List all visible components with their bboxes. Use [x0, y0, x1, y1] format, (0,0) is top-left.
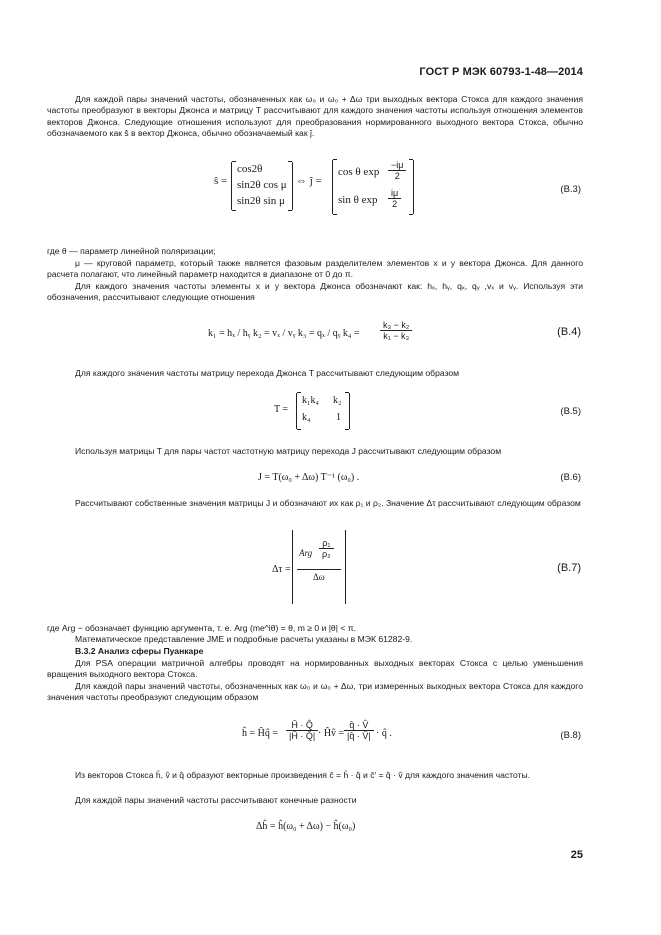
section-heading: В.3.2 Анализ сферы Пуанкаре [75, 646, 204, 656]
paragraph-intro: Для каждой пары значений частоты, обозначенных как ω₀ и ω₀ + Δω три выходных вектора Стокса для каждого значения частоты преобразуют в векторы Джонса и матрицу T рассчитывают для каждого значения частоты используя отношения элементов векторов Джонса. Следующие отношения используют для преобразования нормированного выходного вектора Стокса, обычно обозначаемого как ŝ в вектор Джонса, обычно обозначаемый как ĵ. [47, 94, 583, 138]
eq-b5-lhs: T = [274, 404, 289, 415]
eq-b8-tail: · q̂ . [376, 728, 392, 739]
eq-b5-a: k₁k₄ [302, 395, 319, 406]
eq-b3-lhs: ŝ = [214, 175, 228, 187]
eq-b4-label: (В.4) [557, 326, 581, 338]
eq-b3-j2: sin θ exp [338, 194, 378, 206]
paragraph-matrix-j: Используя матрицы T для пары частот частотную матрицу перехода J рассчитывают следующим образом [75, 446, 502, 456]
eq-b7-arg: Arg [299, 548, 313, 558]
eq-b5-c: k₄ [302, 412, 311, 423]
eq-b3-j2-frac: $\frac{i\mu}{2}$ [388, 188, 401, 209]
eq-b6-expr: J = T(ω₀ + Δω) T⁻¹ (ω₀) . [258, 472, 360, 483]
eq-b7-fraction-line [297, 569, 341, 570]
eq-b7-label: (В.7) [557, 562, 581, 574]
eq-b8-mid: · Ĥv̂ = [318, 728, 345, 739]
eq-b5-d: 1 [336, 412, 341, 423]
eq-b3-s1: cos2θ [237, 163, 263, 175]
paragraph-psa: Для PSA операции матричной алгебры проводят на нормированных выходных векторах Стокса с целью уменьшения вращения выходного вектора Стокса. [47, 658, 583, 680]
paragraph-stokes-transform: Для каждой пары значений частоты, обозначенных как ω₀ и ω₀ + Δω, три измеренных выходных вектора Стокса для каждого значения частоты преобразуют следующим образом [47, 681, 583, 703]
eq-b4-frac: $\frac{\text{k₃ − k₂}}{\text{k₁ − k₃}}$ [380, 320, 412, 341]
paragraph-jme: Математическое представление JME и подробные расчеты указаны в МЭК 61282-9. [75, 634, 413, 644]
paragraph-cross-products: Из векторов Стокса ĥ, v̂ и q̂ образуют векторные произведения ĉ = ĥ · q̂ и ĉ′ = q̂ · v̂ для каждого значения частоты. [75, 770, 531, 780]
eq-b7-rho-frac: $\frac{\text{ρ₁}}{\text{ρ₂}}$ [319, 538, 334, 559]
eq-b8-frac1: $\frac{Ĥ \cdot Q̂}{|Ĥ \cdot Q̂|}$ [286, 720, 318, 741]
eq-b7-lhs: Δτ = [272, 564, 291, 575]
eq-b5-matrix [296, 393, 350, 429]
eq-b3-equiv: ⇔ ĵ = [296, 175, 322, 187]
eq-b8-frac2: $\frac{q̂ \cdot V̂}{|q̂ \cdot V̂|}$ [344, 720, 374, 741]
eq-b5-label: (В.5) [560, 406, 581, 417]
eq-b8-lhs: ĥ = Ĥq̂ = [242, 728, 279, 739]
eq-b3-s2: sin2θ cos μ [237, 179, 287, 191]
eq-b9-expr: Δĥ = ĥ(ω₀ + Δω) − ĥ(ω₀) [256, 821, 356, 832]
eq-b3-label: (В.3) [560, 184, 581, 195]
eq-b8-label: (В.8) [560, 730, 581, 741]
eq-b3-stokes-matrix [231, 162, 293, 210]
eq-b3-s3: sin2θ sin μ [237, 195, 285, 207]
paragraph-ratios: Для каждого значения частоты элементы x и y вектора Джонса обозначают как: hₓ, hᵧ, qₓ, qᵧ ,vₓ и vᵧ. Используя эти обозначения, рассчитывают следующие отношения [47, 281, 583, 303]
eq-b4-lhs: k₁ = hₓ / hᵧ k₂ = vₓ / vᵧ k₃ = qₓ / qᵧ k₄ = [208, 328, 360, 339]
eq-b3-j1-frac: $\frac{-i\mu}{2}$ [388, 160, 406, 181]
paragraph-eigen: Рассчитывают собственные значения матрицы J и обозначают их как ρ₁ и ρ₂. Значение Δτ рассчитывают следующим образом [75, 498, 581, 508]
paragraph-mu: μ — круговой параметр, который также является фазовым разделителем элементов x и y вектора Джонса. Для данного расчета полагают, что линейный параметр находится в диапазоне от 0 до π. [47, 258, 583, 280]
eq-b5-b: k₂ [333, 395, 342, 406]
page-number: 25 [570, 849, 583, 861]
paragraph-arg: где Arg − обозначает функцию аргумента, т. е. Arg (me^iθ) = θ, m ≥ 0 и |θ| < π. [47, 623, 357, 633]
document-header: ГОСТ Р МЭК 60793-1-48—2014 [419, 66, 583, 78]
paragraph-jones-t: Для каждого значения частоты матрицу перехода Джонса T рассчитывают следующим образом [75, 368, 460, 378]
eq-b7-den: Δω [313, 572, 325, 582]
paragraph-theta: где θ — параметр линейной поляризации; [47, 246, 216, 256]
eq-b7-abs [292, 530, 346, 604]
eq-b6-label: (В.6) [560, 472, 581, 483]
paragraph-finite-diff: Для каждой пары значений частоты рассчитывают конечные разности [75, 795, 357, 805]
eq-b3-jones-matrix [332, 160, 414, 214]
eq-b3-j1: cos θ exp [338, 166, 380, 178]
